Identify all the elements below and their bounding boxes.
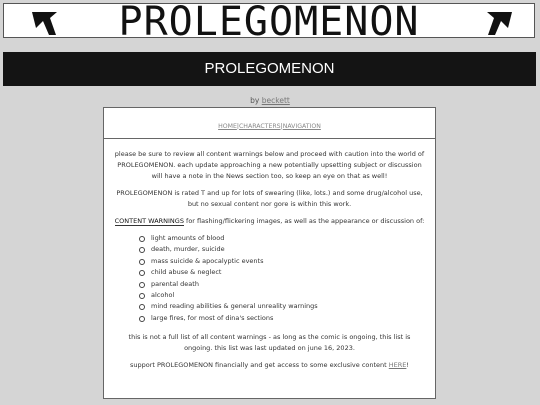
support-link[interactable]: HERE	[388, 361, 407, 370]
content-body	[104, 139, 435, 371]
list-item: mind reading abilities & general unreality warnings	[136, 301, 425, 312]
support-suffix: !	[406, 361, 410, 370]
warnings-intro	[114, 216, 425, 227]
list-item: death, murder, suicide	[136, 244, 425, 255]
intro-text: please be sure to review all content warnings below and proceed with caution into the world of PROLEGOMENON. each update approaching a new potentially upsetting subject or discussion will have a note in the News section too, so keep an eye on that as well!	[114, 150, 425, 180]
content-panel	[103, 107, 436, 399]
top-banner	[3, 0, 535, 45]
list-item: child abuse & neglect	[136, 267, 425, 278]
banner-title: PROLEGOMENON	[118, 0, 420, 45]
disclaimer-text: this is not a full list of all content warnings - as long as the comic is ongoing, this list is ongoing. this list was last updated on june 16, 2023.	[128, 333, 411, 353]
list-item: alcohol	[136, 290, 425, 301]
cursor-arrow-icon	[484, 8, 514, 38]
warnings-list	[136, 233, 425, 324]
support-prefix: support PROLEGOMENON financially and get access to some exclusive content	[129, 361, 389, 370]
nav-navigation-link[interactable]: NAVIGATION	[282, 123, 321, 130]
nav-bar	[104, 108, 435, 139]
list-item: large fires, for most of dina's sections	[136, 313, 425, 324]
list-item: parental death	[136, 279, 425, 290]
nav-characters-link[interactable]: CHARACTERS	[238, 123, 281, 130]
warnings-heading-rest: for flashing/flickering images, as well as the appearance or discussion of:	[183, 217, 425, 225]
byline-prefix: by	[250, 96, 260, 105]
list-item: mass suicide & apocalyptic events	[136, 256, 425, 267]
page-title: PROLEGOMENON	[3, 52, 536, 86]
author-link[interactable]: beckett	[261, 96, 290, 105]
nav-separator: |	[280, 123, 283, 130]
rating-text: PROLEGOMENON is rated T and up for lots of swearing (like, lots.) and some drug/alcohol use, but no sexual content nor gore is within this work.	[116, 189, 423, 208]
list-item: light amounts of blood	[136, 233, 425, 244]
support-text	[114, 360, 425, 371]
nav-home-link[interactable]: HOME	[218, 123, 237, 130]
nav-separator: |	[236, 123, 239, 130]
byline	[0, 96, 540, 105]
warnings-heading: CONTENT WARNINGS	[114, 217, 184, 225]
